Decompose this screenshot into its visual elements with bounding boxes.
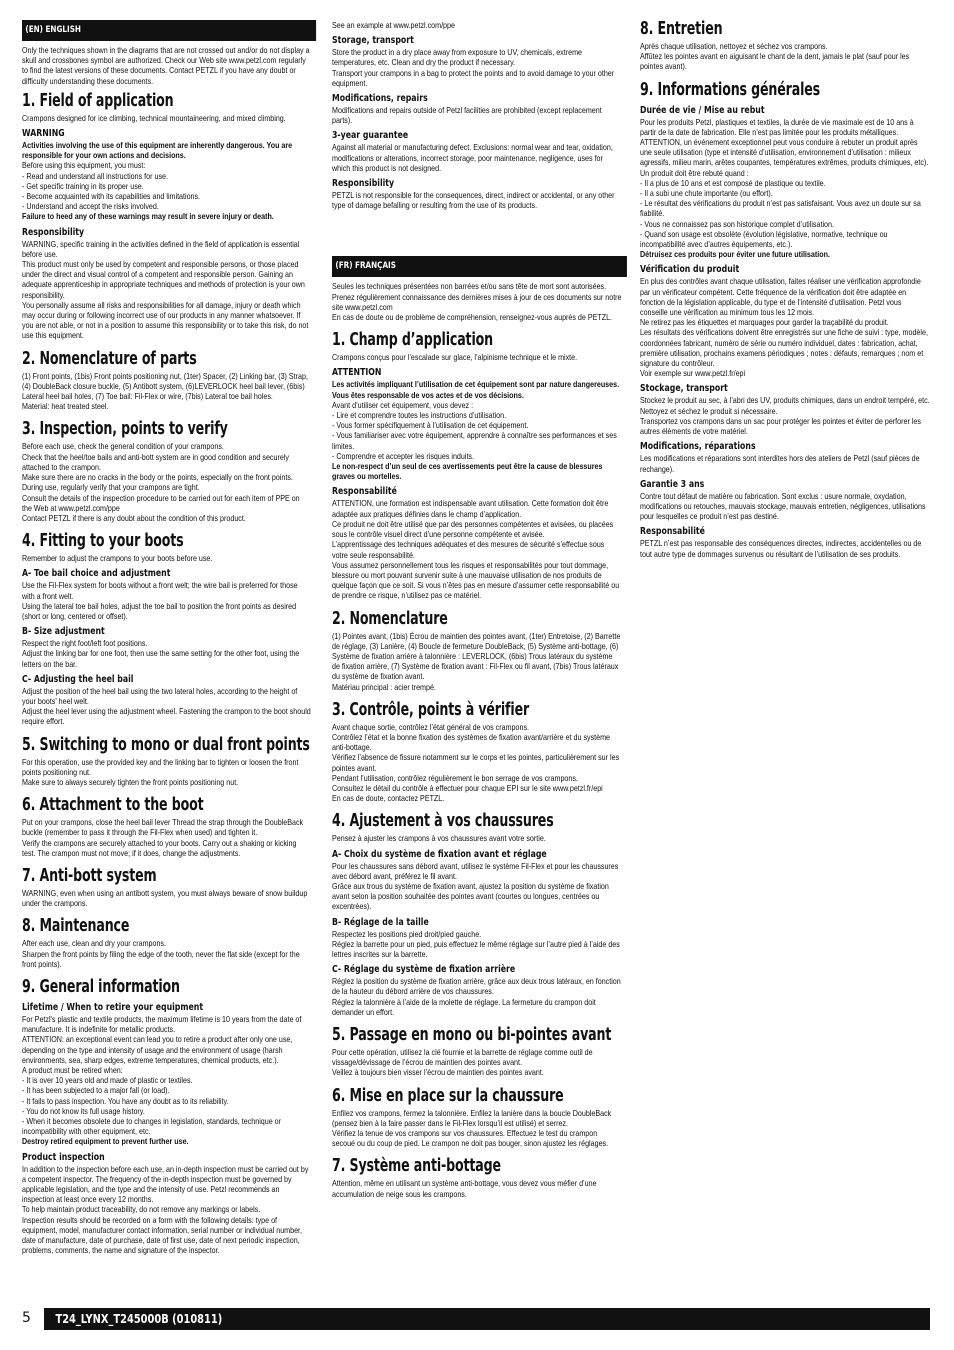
section-body: For Petzl's plastic and textile products, the maximum lifetime is 10 years from the date of manufacture. It is indefinite for metallic products. ATTENTION: an exceptional event can lead you to retire a product after only one use, depending on the type and intensity of usage and the environment of usage (harsh environments, sea, sharp edges, extreme temperatures, chemical products, etc.). A product must be retired when: - It is over 10 years old and made of plastic or textiles. - It has been subjected to a major fall (or load). - It fails to pass inspection. You have any doubt as to its reliability. - You do not know its full usage history. - When it becomes obsolete due to changes in legislation, standards, technique or incompatibility with other equipment, etc. Destroy retired equipment to prevent further use. [22,1013,302,1147]
section-title: 9. Informations générales [640,79,820,100]
section-body: Use the Fil-Flex system for boots without a front welt; the wire bail is preferred for those with a front welt. Using the lateral toe bail holes, adjust the toe bail to position the front points as desired (short or long, centered or offset). [22,580,298,621]
section-body: See an example at www.petzl.com/ppe [332,20,455,30]
section-title: 2. Nomenclature [332,608,448,629]
subheading: Responsibility [332,178,395,190]
section-title: 8. Entretien [640,19,723,39]
section-body: Pensez à ajuster les crampons à vos chaussures avant votre sortie. [332,833,546,844]
section-body: After each use, clean and dry your crampons. Sharpen the front points by filing the edge of the tooth, never the flat side (except for the front points). [22,938,300,969]
footer-bar [44,1308,930,1330]
section-body: Avant chaque sortie, contrôlez l’état général de vos crampons. Contrôlez l’état et la bonne fixation des systèmes de fixation avant/arrière et du système anti-bottage. Vérifiez l’absence de fissure notamment sur le corps et les pointes, particulièrement sur les pointes avant. Pendant l’utilisation, contrôlez régulièrement le bon serrage de vos crampons. Consultez le détail du contrôle à effectuer pour chaque EPI sur le site www.petzl.fr/epi En cas de doute, contactez PETZL. [332,721,620,804]
section-title: 4. Ajustement à vos chaussures [332,811,554,832]
subheading: Modifications, réparations [640,441,756,453]
section-body: Attention, même en utilisant un système anti-bottage, vous devez vous méfier d’une accumulation de neige sous les crampons. [332,1178,597,1199]
section-body: Pour cette opération, utilisez la clé fournie et la barrette de réglage comme outil de vissage/dévissage de l’écrou de maintien des pointes avant. Veillez à toujours bien visser l’écrou de maintien des pointes avant. [332,1047,593,1078]
subheading: Responsabilité [640,526,705,538]
language-header-fr: (FR) FRANÇAIS [332,256,627,277]
section-title: 3. Inspection, points to verify [22,419,228,440]
section-body: Modifications and repairs outside of Petzl facilities are prohibited (except replacement parts). [332,105,602,126]
subheading: Garantie 3 ans [640,478,705,490]
column-middle [332,20,622,1199]
section-body: Stockez le produit au sec, à l’abri des UV, produits chimiques, dans un endroit tempéré, etc. Nettoyez et séchez le produit si nécessaire. Transportez vos crampons dans un sac pour protéger les pointes et éviter de perforer les autres éléments de votre matériel. [640,395,930,437]
section-body: WARNING, even when using an antibott system, you must always beware of snow buildup under the crampons. [22,887,308,909]
subheading: 3-year guarantee [332,130,409,142]
section-body: Before each use, check the general condition of your crampons. Check that the heel/toe bails and anti-bott system are in good condition and securely attached to the crampon. Make sure there are no cracks in the body or the points, especially on the front points. During use, regularly verify that your crampons are tight. Consult the details of the inspection procedure to be carried out for each item of PPE on the Web at www.petzl.com/ppe Contact PETZL if there is any doubt about the condition of this product. [22,441,300,523]
section-body: Store the product in a dry place away from exposure to UV, chemicals, extreme temperatures, etc. Clean and dry the product if necessary. Transport your crampons in a bag to protect the points and to avoid damage to your other equipment. [332,47,615,88]
subheading: C- Réglage du système de fixation arrière [332,964,516,976]
subheading: A- Choix du système de fixation avant et réglage [332,848,547,860]
document-reference: T24_LYNX_T245000B (010811) [55,1312,223,1326]
subheading: Responsibility [22,226,85,238]
subheading: C- Adjusting the heel bail [22,673,134,685]
section-body: PETZL n’est pas responsable des conséquences directes, indirectes, accidentelles ou de tout autre type de dommages survenus ou résultant de l’utilisation de ses produits. [640,538,922,559]
section-title: 8. Maintenance [22,916,130,937]
subheading: Product inspection [22,1151,105,1163]
section-body: (1) Pointes avant, (1bis) Écrou de maintien des pointes avant, (1ter) Entretoise, (2) Barrette de réglage, (3) Lanière, (4) Boucle de fermeture DoubleBack, (5) Système anti-bottage, (6) Système de fixation arrière à talonnière : LEVERLOCK, (6bis) Trous latéraux du système de fixation arrière, (7) Système de fixation avant : Fil-Flex ou fil avant, (7bis) Trous latéraux du système de fixation avant. Matériau principal : acier trempé. [332,630,621,692]
section-body: Put on your crampons, close the heel bail lever Thread the strap through the DoubleBack buckle (remember to pass it through the Fil-Flex when used) and tighten it. Verify the crampons are securely attached to your boots. Carry out a shaking or kicking test. The crampon must not move; if it does, change the adjustments. [22,817,304,858]
section-body: In addition to the inspection before each use, an in-depth inspection must be carried out by a competent inspector. The frequency of the in-depth inspection must be governed by applicable legislation, and the type and the intensity of use. Petzl recommends an inspection at least once every 12 months. To help maintain product traceability, do not remove any markings or labels. Inspection results should be recorded on a form with the following details: type of equipment, model, manufacturer contact information, serial number or individual number, date of manufacture, date of purchase, date of first use, date of next periodic inspection, problems, comments, the name and signature of the inspector. [22,1163,309,1256]
subheading: Storage, transport [332,35,414,47]
section-title: 9. General information [22,976,180,997]
subheading: Modifications, repairs [332,93,428,105]
section-body: Crampons conçus pour l’escalade sur glace, l’alpinisme technique et le mixte. [332,352,578,363]
subheading: B- Réglage de la taille [332,916,429,928]
section-body: Réglez la position du système de fixation arrière, grâce aux deux trous latéraux, en fonction de la hauteur du débord arrière de vos chaussures. Réglez la talonnière à l’aide de la molette de réglage. La fermeture du crampon doit demander un effort. [332,976,621,1017]
intro-en: Only the techniques shown in the diagrams that are not crossed out and/or do not display a skull and crossbones symbol are authorized. Check our Web site www.petzl.com regularly to find the latest versions of these documents. Contact PETZL if you have any doubt or difficulty understanding these documents. [22,45,310,86]
section-title: 6. Attachment to the boot [22,795,204,816]
subheading: Responsabilité [332,486,397,498]
section-body: (1) Front points, (1bis) Front points positioning nut, (1ter) Spacer, (2) Linking bar, (3) Strap, (4) DoubleBack closure buckle, (5) Antibott system, (6)LEVERLOCK heel bail lever, (6bis) Lateral heel bail holes, (7) Toe bail: Fil-Flex or wire, (7bis) Lateral toe bail holes. Material: heat treated steel. [22,370,308,412]
section-body: Against all material or manufacturing defect. Exclusions: normal wear and tear, oxidation, modifications or alterations, incorrect storage, poor maintenance, negligence, uses for which this product is not designed. [332,142,613,173]
section-body: Adjust the position of the heel bail using the two lateral holes, according to the height of your boots' heel welt. Adjust the heel lever using the adjustment wheel. Fastening the crampon to the boot should require effort. [22,685,311,727]
section-title: 1. Field of application [22,90,174,111]
section-title: 4. Fitting to your boots [22,531,184,552]
section-title: 3. Contrôle, points à vérifier [332,699,530,720]
intro-fr: Seules les techniques présentées non barrées et/ou sans tête de mort sont autorisées. Prenez régulièrement connaissance des dernières mises à jour de ces documents sur notre site www.petzl.com En cas de doute ou de problème de compréhension, renseignez-vous auprès de PETZL. [332,281,622,323]
section-body: Les modifications et réparations sont interdites hors des ateliers de Petzl (sauf pièces de rechange). [640,453,920,474]
column-french-continued [640,20,930,559]
section-body: Pour les chaussures sans débord avant, utilisez le système Fil-Flex et pour les chaussures avec débord avant, préférez le fil avant. Grâce aux trous du système de fixation avant, ajustez la position du système de fixation avant selon la position souhaitée des pointes avant (courtes ou longues, centrées ou excentrées). [332,860,619,912]
subheading: A- Toe bail choice and adjustment [22,568,171,580]
section-body: Enfilez vos crampons, fermez la talonnière. Enfilez la lanière dans la boucle DoubleBack (pensez bien à la faire passer dans le Fil-Flex lorsqu’il est utilisé) et serrez. Vérifiez la tenue de vos crampons sur vos chaussures. Effectuez le test du crampon secoué ou du coup de pied. Le crampon ne doit pas bouger, sinon ajustez les réglages. [332,1107,612,1149]
responsibility-block: ATTENTION, une formation est indispensable avant utilisation. Cette formation doit être adaptée aux pratiques définies dans le champ d’application. Ce produit ne doit être utilisé que par des personnes compétentes et avisées, ou placées sous le contrôle visuel direct d’une personne compétente et avisée. L’apprentissage des techniques adéquates et des mesures de sécurité s’effectue sous votre seule responsabilité. Vous assumez personnellement tous les risques et responsabilités pour tout dommage, blessure ou mort pouvant survenir suite à une mauvaise utilisation de nos produits de quelque façon que ce soit. Si vous n’êtes pas en mesure d’assumer cette responsabilité ou de prendre ce risque, n’utilisez pas ce matériel. [332,498,620,601]
section-body: PETZL is not responsible for the consequences, direct, indirect or accidental, or any other type of damage befalling or resulting from the use of its products. [332,190,615,211]
section-body: Respectez les positions pied droit/pied gauche. Réglez la barrette pour un pied, puis effectuez le même réglage sur l’autre pied à l’aide des lettres inscrites sur la barrette. [332,928,620,959]
section-body: Contre tout défaut de matière ou fabrication. Sont exclus : usure normale, oxydation, modifications ou retouches, mauvais stockage, mauvais entretien, négligences, utilisations pour lesquelles ce produit n’est pas destiné. [640,490,926,522]
section-body: For this operation, use the provided key and the linking bar to tighten or loosen the front points positioning nut. Make sure to always securely tighten the front points positioning nut. [22,756,299,787]
section-body: Pour les produits Petzl, plastiques et textiles, la durée de vie maximale est de 10 ans à partir de la date de fabrication. Elle n’est pas limitée pour les produits métalliques. ATTENTION, un événement exceptionnel peut vous conduire à rebuter un produit après une seule utilisation (type et intensité d’utilisation, environnement d’utilisation : milieux agressifs, milieu marin, arêtes coupantes, températures extrêmes, produits chimiques, etc). Un produit doit être rebuté quand : - Il a plus de 10 ans et est composé de plastique ou textile. - Il a subi une chute importante (ou effort). - Le résultat des vérifications du produit n’est pas satisfaisant. Vous avez un doute sur sa fiabilité. - Vous ne connaissez pas son historique complet d’utilisation. - Quand son usage est obsolète (évolution législative, normative, technique ou incompatibilité avec d’autres équipements, etc.). Détruisez ces produits pour éviter une future utilisation. [640,116,929,260]
subheading: Stockage, transport [640,383,728,395]
section-body: Crampons designed for ice climbing, technical mountaineering, and mixed climbing. [22,112,286,123]
subheading: Vérification du produit [640,264,740,276]
section-title: 5. Switching to mono or dual front points [22,734,310,755]
section-title: 1. Champ d’application [332,330,493,351]
column-english [22,20,311,1255]
section-title: 7. Anti-bott system [22,865,157,886]
section-body: Remember to adjust the crampons to your boots before use. [22,553,213,564]
subheading: Durée de vie / Mise au rebut [640,104,765,116]
subheading: Lifetime / When to retire your equipment [22,1001,204,1013]
section-title: 5. Passage en mono ou bi-pointes avant [332,1025,612,1045]
section-body: Respect the right foot/left foot positions. Adjust the linking bar for one foot, then use the same setting for the other foot, using the letters on the bar. [22,638,300,669]
section-body: En plus des contrôles avant chaque utilisation, faites réaliser une vérification approfondie par un vérificateur compétent. Cette fréquence de la vérification doit être adaptée en fonction de la législation applicable, du type et de l’intensité d’utilisation. Petzl vous conseille une vérification au minimum tous les 12 mois. Ne retirez pas les étiquettes et marquages pour garder la traçabilité du produit. Les résultats des vérifications doivent être enregistrés sur une fiche de suivi : type, modèle, coordonnées fabricant, numéro de série ou numéro individuel, dates : fabrication, achat, première utilisation, prochains examens périodiques ; notes : défauts, remarques ; nom et signature du contrôleur. Voir exemple sur www.petzl.fr/epi [640,276,928,379]
language-header-en: (EN) ENGLISH [22,20,316,41]
warning-block: Activities involving the use of this equipment are inherently dangerous. You are responsible for your own actions and decisions. Before using this equipment, you must: - Read and understand all instructions for use. - Get specific training in its proper use. - Become acquainted with its capabilities and limitations. - Understand and accept the risks involved. Failure to heed any of these warnings may result in severe injury or death. [22,140,293,222]
subheading: WARNING [22,128,65,140]
subheading: B- Size adjustment [22,626,105,638]
subheading: ATTENTION [332,367,382,379]
warning-block: Les activités impliquant l’utilisation de cet équipement sont par nature dangereuses. Vous êtes responsable de vos actes et de vos décisions. Avant d’utiliser cet équipement, vous devez : - Lire et comprendre toutes les instructions d’utilisation. - Vous former spécifiquement à l’utilisation de cet équipement. - Vous familiariser avec votre équipement, apprendre à connaître ses performances et ses limites. - Comprendre et accepter les risques induits. Le non-respect d’un seul de ces avertissements peut être la cause de blessures graves ou mortelles. [332,379,620,482]
section-title: 7. Système anti-bottage [332,1156,501,1177]
responsibility-block: WARNING, specific training in the activities defined in the field of application is essential before use. This product must only be used by competent and responsible persons, or those placed under the direct and visual control of a competent and responsible person. Gaining an adequate apprenticeship in appropriate techniques and methods of protection is your own responsibility. You personally assume all risks and responsibilities for all damage, injury or death which may occur during or following incorrect use of our products in any manner whatsoever. If you are not able, or not in a position to assume this responsibility or to take this risk, do not use this equipment. [22,238,309,341]
section-title: 2. Nomenclature of parts [22,348,197,369]
section-title: 6. Mise en place sur la chaussure [332,1085,564,1106]
page-number: 5 [22,1310,31,1326]
section-body: Après chaque utilisation, nettoyez et séchez vos crampons. Affûtez les pointes avant en aiguisant le chant de la dent, jamais le plat (sauf pour les pointes avant). [640,41,910,72]
